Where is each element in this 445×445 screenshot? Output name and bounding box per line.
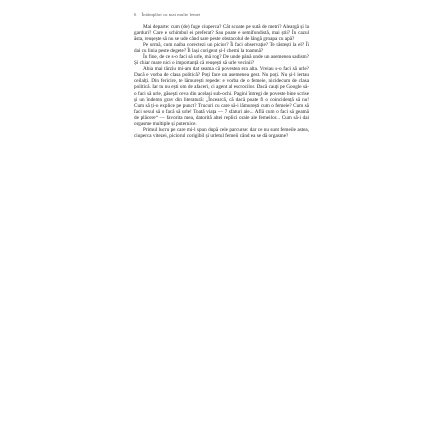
page-number: 6 — [134, 12, 137, 17]
paragraph: Pe urmă, cum naiba corectezi un picior? Îi faci observație? Te răstești la el? Îi dai cu linia peste degete? Îl lași corigent și-l chemi la toamnă? — [134, 42, 309, 55]
paragraph: Mai departe: cum (de) fuge ciuperca? Cât scoate pe sută de metri? Aleargă și la garduri? Care e schimbul ei preferat? Sau poate e semifondistă, mai știi? În cazul ăsta, reușește să nu se ude când sare peste obstacolul de lângă groapa cu apă? — [134, 24, 309, 43]
paragraph: Abia mai târziu mi-am dat seama că povestea era alta. Vreiau s-o faci să urle? Dacă e vorba de clasa politică? Poți face un asemenea gest. Nu poți. Nu și-l iertau ceilalți. Din fericire, te lămurești repede: e vorba de o femeie, nicidecum de clasa politică. Iar tu nu ești om de afaceri, ci agent al escrocilor. Dacă cauți pe Google să-o faci să urle, găsești ceva din același sub-ochi. Pagini întregi de poveste bine scrise și un îndemn grav din literatură: „Încearcă, că dacă poate fi o coincidență să nu! Cum să ți-o explice pe punct? Trucuri cu care să-i lămurești cum o femeie? Cum să faci sexul să o facă să urle! Toată viața — 7 sfaturi ale... Află cum o faci să geamă de plăcere“ — favorita mea, datorită altei replici orale ale femeilor... Cum să-i dai orgasme multiple și puternice. — [134, 66, 309, 127]
paragraph: În fine, de ce s-o faci să urle, mă rog? De unde până unde un asemenea sadism? Și chiar mare nici o importanță că reușești să urle vecinii? — [134, 54, 309, 67]
body-text — [134, 24, 309, 139]
running-head-title: Întâmplări cu mai multe femei — [141, 12, 201, 17]
paragraph: Primul lucru pe care mi-l spun după cele parcurse: dar ce nu sunt femeile astea, ciuperca vitezei, piciorul corigibil și urletul femeii când ea se dă orgasme? — [134, 126, 309, 139]
running-head — [134, 12, 200, 17]
